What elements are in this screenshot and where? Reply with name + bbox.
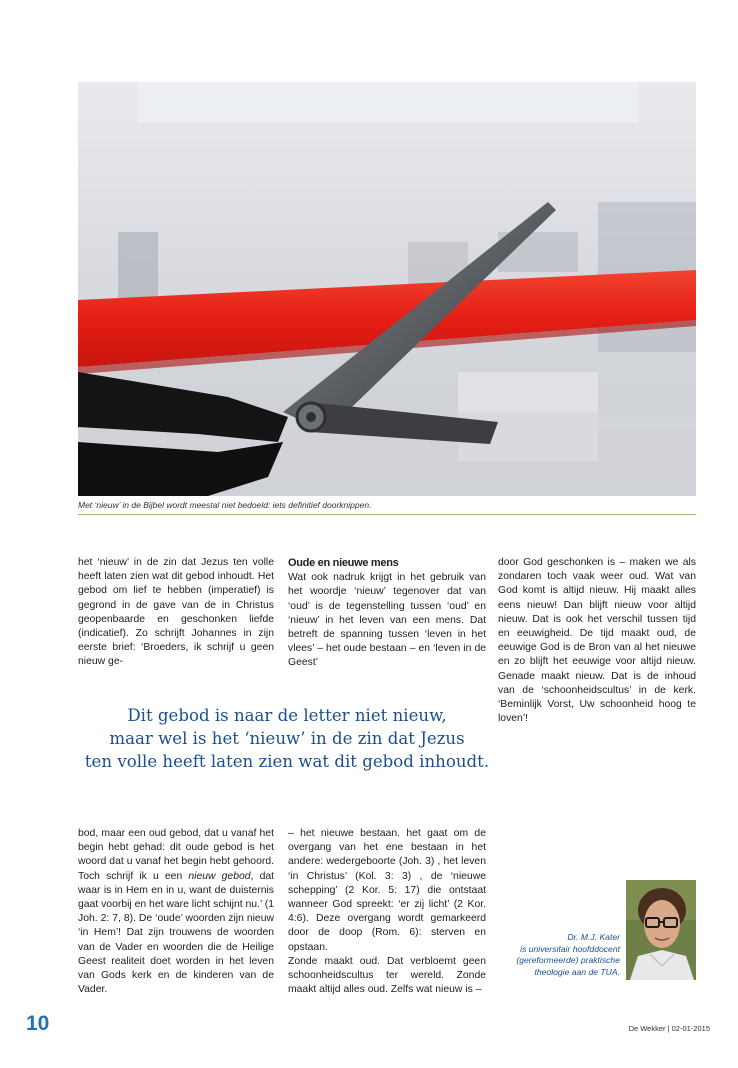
body-text: – het nieuwe bestaan. het gaat om de overgang van het ene bestaan in het andere: wedergeboorte (Joh. 3) , het leven ‘in Christus’ (Kol. 3: 3) , de ‘nieuwe schepping’ (2 Kor. 5: 17) die ontstaat wanneer God spreekt: ‘er zij licht’ (2 Kor. 4:6). Deze overgang wordt gemarkeerd door de doop (Rom. 6): sterven en opstaan. bbox=[288, 828, 486, 953]
photo-caption: Met ‘nieuw’ in de Bijbel wordt meestal niet bedoeld: iets definitief doorknippen. bbox=[78, 500, 372, 510]
body-text: door God geschonken is – maken we als zondaren toch vaak weer oud. Wat van God komt is altijd nieuw. Hij maakt alles eens nieuw! Dan blijft nieuw voor altijd nieuw. Dat is ook het verschil tussen tijd en eeuwigheid. De tijd maakt oud, de eeuwige God is de Bron van al het nieuwe en zo blijft het eeuwige voor altijd nieuw. Genade maakt nieuw. Dat is de inhoud van de ‘schoonheidscultus’ in de kerk. ‘Beminlijk Vorst, Uw schoonheid hoog te loven’! bbox=[498, 557, 696, 725]
author-caption: Dr. M.J. Kater is universitair hoofddocent (gereformeerde) praktische theologie aan de TUA. bbox=[494, 932, 620, 978]
pull-quote-line: ten volle heeft laten zien wat dit gebod inhoudt. bbox=[84, 752, 490, 771]
body-text: Wat ook nadruk krijgt in het gebruik van het woordje ‘nieuw’ tegenover dat van ‘oud’ is de tegenstelling tussen ‘oud’ en ‘nieuw’ in het leven van een mens. Dat betreft de spanning tussen ‘leven in het vlees’ – het oude bestaan – en ‘leven in de Geest’ bbox=[288, 572, 486, 669]
body-text: bod, maar een oud gebod, dat u vanaf het begin hebt gehad: dit oude gebod is het woord dat u vanaf het begin hebt gehoord. Toch schrijf ik u een nieuw gebod, dat waar is in Hem en in u, want de duisternis gaat voorbij en het ware licht schijnt nu.’ (1 Joh. 2: 7, 8). De ‘oude’ woorden zijn nieuw ‘in Hem’! Dat zijn trouwens de woorden van de Vader en woorden die de Heilige Geest realiteit doet worden in het leven van Gods kerk en de kinderen van de Vader. bbox=[78, 828, 275, 996]
author-name: Dr. M.J. Kater bbox=[567, 932, 620, 942]
pull-quote bbox=[78, 704, 496, 773]
column-2-bottom bbox=[288, 827, 486, 997]
column-3-top bbox=[498, 556, 696, 726]
pull-quote-line: maar wel is het ‘nieuw’ in de zin dat Jezus bbox=[109, 729, 465, 748]
column-1-top bbox=[78, 556, 274, 670]
section-heading: Oude en nieuwe mens bbox=[288, 557, 399, 569]
column-2-top bbox=[288, 556, 486, 671]
body-text: het ‘nieuw’ in de zin dat Jezus ten volle heeft laten zien wat dit gebod inhoudt. Het gebod om lief te hebben (imperatief) is gegrond in de gave van de in Christus geopenbaarde en geschonken liefde (indicatief). Zo schrijft Johannes in zijn eerste brief: ‘Broeders, ik schrijf u geen nieuw ge- bbox=[78, 557, 274, 668]
author-portrait bbox=[626, 880, 696, 980]
body-text: Zonde maakt oud. Dat verbloemt geen schoonheidscultus ter wereld. Zonde maakt altijd alles oud. Zelfs wat nieuw is – bbox=[288, 955, 486, 996]
column-1-bottom bbox=[78, 827, 274, 997]
footer-publication: De Wekker | 02-01-2015 bbox=[628, 1024, 710, 1033]
page-number: 10 bbox=[26, 1012, 50, 1035]
ribbon-cutting-photo bbox=[78, 82, 696, 496]
pull-quote-line: Dit gebod is naar de letter niet nieuw, bbox=[127, 706, 447, 725]
caption-divider bbox=[78, 514, 696, 515]
emphasis-text: nieuw gebod bbox=[188, 870, 251, 882]
